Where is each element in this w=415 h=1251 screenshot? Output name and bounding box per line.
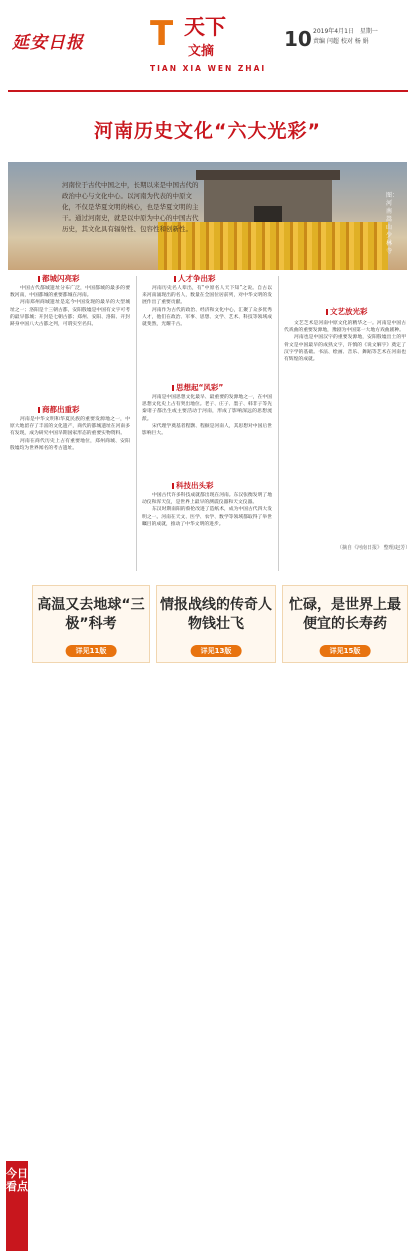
teaser-page-link[interactable]: 详见11版 xyxy=(66,645,117,657)
paragraph: 中国古代都城遗址分布广泛，中国都城的最多的要数河南，中国都城的重要都城在河南。 xyxy=(10,286,130,299)
column-divider xyxy=(136,276,137,571)
paragraph: 河南也是中国汉字的重要发源地，安阳殷墟出土的甲骨文是中国最早的成熟文字，许慎的《说文解字》奠定了汉字学的基础。书法、绘画、音乐、舞蹈等艺术在河南也有辉煌的成就。 xyxy=(284,335,406,363)
paragraph: 宋代理学奠基者程颢、程颐是河南人，其思想对中国后世影响巨大。 xyxy=(142,423,272,437)
today-highlights-label: 今日看点 xyxy=(6,1161,28,1251)
section-title-talents: 人才争出彩 xyxy=(178,274,216,283)
section-letter: T xyxy=(150,14,174,54)
section-title-pinyin: TIAN XIA WEN ZHAI xyxy=(150,64,267,73)
paragraph: 河南郑州商城遗址是迄今中国发现的最早的大型城址之一；洛阳是十三朝古都，安阳殷墟是中国有文字可考的最早都城；开封是七朝古都；郑州、安阳、洛阳、开封跻身中国八大古都之列，可谓实至名归。 xyxy=(10,300,130,328)
masthead-divider xyxy=(8,90,408,92)
editor-credits: 责编 闫超 校对 杨 娟 xyxy=(313,38,369,45)
page-headline: 河南历史文化“六大光彩” xyxy=(94,120,321,142)
lead-photo xyxy=(8,162,407,270)
article-arts xyxy=(284,320,406,363)
page-number: 10 xyxy=(284,27,312,51)
section-title-science: 科技出头彩 xyxy=(176,481,214,490)
teaser-page-link[interactable]: 详见13版 xyxy=(191,645,242,657)
teaser-card[interactable] xyxy=(32,585,150,663)
teaser-card[interactable] xyxy=(282,585,408,663)
paragraph: 河南在商代历史上占有重要地位，郑州商城、安阳殷墟均为世界闻名的考古遗址。 xyxy=(10,438,130,451)
article-science xyxy=(142,492,272,528)
teaser-title: 情报战线的传奇人物钱壮飞 xyxy=(160,597,272,632)
paragraph: 文艺芝术是河南中原文化的精华之一。河南是中国古代戏曲的重要发源地，豫剧为中国第一大地方戏曲剧种。 xyxy=(284,321,406,334)
paragraph: 中国古代许多科技成就都出现在河南。东汉张衡发明了地动仪和浑天仪，是世界上最早的测震仪器和天文仪器。 xyxy=(142,493,272,506)
section-title-shang: 商都出重彩 xyxy=(42,405,80,414)
section-title-block xyxy=(150,14,270,78)
column-divider xyxy=(278,276,279,571)
section-title-bottom: 文摘 xyxy=(188,44,215,59)
teaser-title: 忙碌，是世界上最便宜的长寿药 xyxy=(289,597,401,632)
paragraph: 河南历史名人辈出，有“中原名人天下知”之说。自古以来河南涌现出的名人，数量在全国位居前列，对中华文明的发展作出了重要贡献。 xyxy=(142,286,272,306)
article-talents xyxy=(142,285,272,328)
footer-teaser-bar xyxy=(0,578,415,1193)
article-source: （摘自《河南日报》 整理/赵芳） xyxy=(337,545,411,551)
newspaper-brand-logo: 延安日报 xyxy=(12,33,84,53)
section-title-thought: 思想起“风彩” xyxy=(176,383,224,392)
paragraph: 河南作为古代的政治、经济和文化中心，汇聚了众多优秀人才，他们在政治、军事、思想、文学、艺术、科技等领域成就斐然，光耀千古。 xyxy=(142,307,272,328)
issue-date: 2019年4月1日 星期一 xyxy=(313,28,378,35)
photo-credit: 图：河南嵩山少林寺 xyxy=(386,192,399,255)
article-thought xyxy=(142,394,272,437)
teaser-card[interactable] xyxy=(156,585,276,663)
date-line xyxy=(313,27,378,47)
teaser-page-link[interactable]: 详见15版 xyxy=(320,645,371,657)
section-title-top: 天下 xyxy=(184,15,226,39)
photo-caption: 河南位于古代中国之中，长期以来是中国古代的政治中心与文化中心。以河南为代表的中原文化，不仅是华夏文明的核心，也是华夏文明的主干。通过河南史，就是以中原为中心的中国古代历史，其文化具有辐射性、包容性和创新性。 xyxy=(62,181,199,233)
paragraph: 河南是中国思想文化最早、最重要的发源地之一，在中国思想文化史上占有突出地位。老子、庄子、墨子、韩非子等先秦诸子都出生或主要活动于河南，形成了影响深远的思想流派。 xyxy=(142,395,272,422)
article-shang xyxy=(10,416,130,452)
paragraph: 河南是中华文明和华夏民族的重要发源地之一，中原大地留存了丰富的文化遗产，商代的都城遗址在河南多有发现，成为研究中国早期国家形态的重要实物资料。 xyxy=(10,417,130,437)
paragraph: 东汉时期南阳的蔡伦改进了造纸术，成为中国古代四大发明之一。河南在天文、医学、农学、数学等领域都取得了举世瞩目的成就，推动了中华文明的进步。 xyxy=(142,507,272,527)
section-title-capitals: 都城闪亮彩 xyxy=(42,274,80,283)
teaser-title: 高温又去地球“三极”科考 xyxy=(37,597,145,632)
article-capitals xyxy=(10,285,130,328)
section-title-arts: 文艺放光彩 xyxy=(330,307,368,316)
